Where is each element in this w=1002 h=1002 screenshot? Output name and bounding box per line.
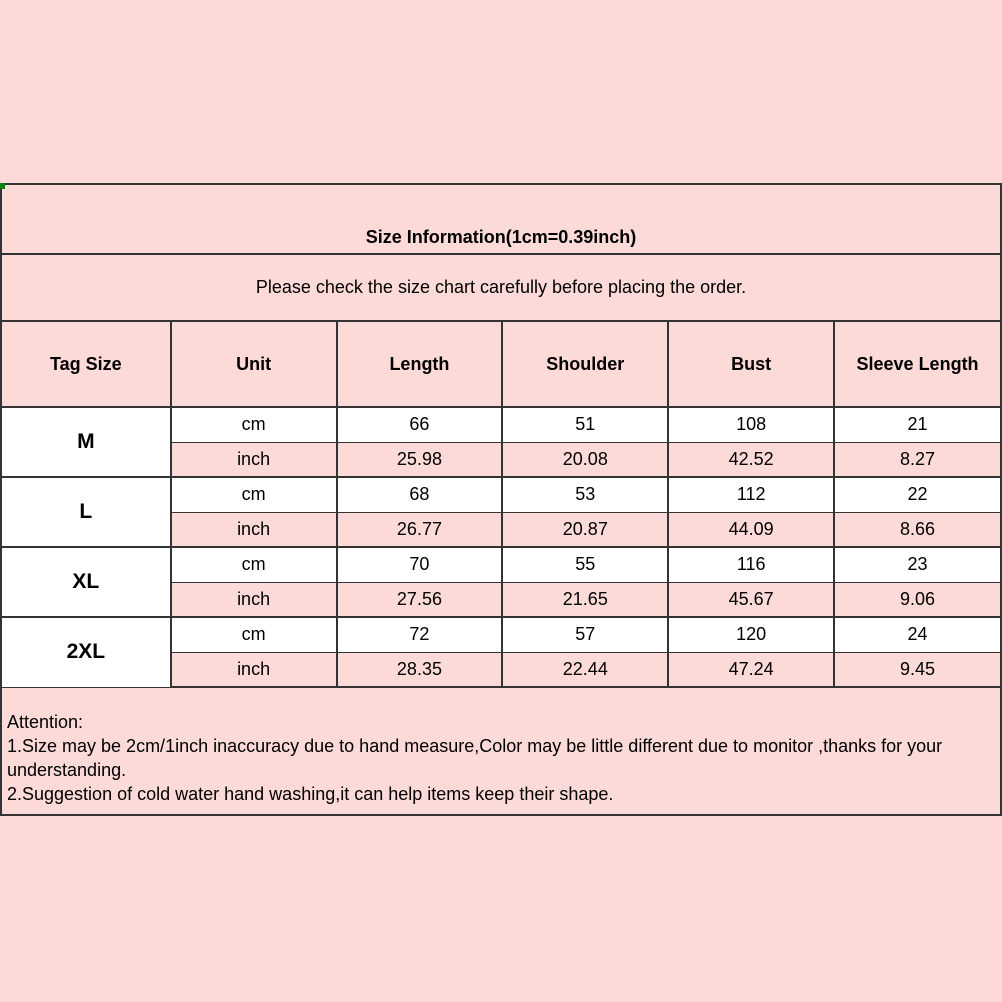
attention-line: 2.Suggestion of cold water hand washing,it can help items keep their shape. — [7, 784, 614, 804]
measurement-cell: 21 — [834, 407, 1000, 442]
measurement-cell: 112 — [668, 477, 834, 512]
size-row-XL-cm — [2, 547, 1000, 582]
measurement-cell: 120 — [668, 617, 834, 652]
measurement-cell: 66 — [337, 407, 503, 442]
measurement-cell: 22.44 — [502, 652, 668, 687]
size-table — [2, 322, 1000, 688]
measurement-cell: 25.98 — [337, 442, 503, 477]
measurement-cell: 23 — [834, 547, 1000, 582]
measurement-cell: 72 — [337, 617, 503, 652]
column-header-bust: Bust — [668, 322, 834, 407]
measurement-cell: 44.09 — [668, 512, 834, 547]
measurement-cell: 20.08 — [502, 442, 668, 477]
measurement-cell: 8.27 — [834, 442, 1000, 477]
unit-cell: inch — [171, 512, 337, 547]
measurement-cell: 47.24 — [668, 652, 834, 687]
size-chart-box — [0, 183, 1002, 816]
tag-size-cell: XL — [2, 547, 171, 617]
measurement-cell: 51 — [502, 407, 668, 442]
unit-cell: inch — [171, 582, 337, 617]
measurement-cell: 24 — [834, 617, 1000, 652]
measurement-cell: 42.52 — [668, 442, 834, 477]
measurement-cell: 45.67 — [668, 582, 834, 617]
column-header-unit: Unit — [171, 322, 337, 407]
unit-cell: cm — [171, 617, 337, 652]
column-header-sleeve-length: Sleeve Length — [834, 322, 1000, 407]
unit-cell: inch — [171, 442, 337, 477]
measurement-cell: 21.65 — [502, 582, 668, 617]
measurement-cell: 22 — [834, 477, 1000, 512]
measurement-cell: 108 — [668, 407, 834, 442]
measurement-cell: 68 — [337, 477, 503, 512]
size-table-body — [2, 407, 1000, 687]
measurement-cell: 26.77 — [337, 512, 503, 547]
measurement-cell: 27.56 — [337, 582, 503, 617]
tag-size-cell: M — [2, 407, 171, 477]
column-header-tag-size: Tag Size — [2, 322, 171, 407]
measurement-cell: 70 — [337, 547, 503, 582]
measurement-cell: 20.87 — [502, 512, 668, 547]
unit-cell: cm — [171, 407, 337, 442]
measurement-cell: 9.06 — [834, 582, 1000, 617]
measurement-cell: 55 — [502, 547, 668, 582]
chart-title: Size Information(1cm=0.39inch) — [2, 185, 1000, 255]
measurement-cell: 8.66 — [834, 512, 1000, 547]
column-header-length: Length — [337, 322, 503, 407]
measurement-cell: 116 — [668, 547, 834, 582]
green-corner-artifact — [0, 183, 5, 189]
attention-line: 1.Size may be 2cm/1inch inaccuracy due to hand measure,Color may be little different due to monitor ,thanks for your — [7, 736, 943, 756]
measurement-cell: 53 — [502, 477, 668, 512]
header-row — [2, 322, 1000, 407]
measurement-cell: 57 — [502, 617, 668, 652]
unit-cell: inch — [171, 652, 337, 687]
column-header-shoulder: Shoulder — [502, 322, 668, 407]
measurement-cell: 9.45 — [834, 652, 1000, 687]
chart-subtitle: Please check the size chart carefully before placing the order. — [2, 255, 1000, 322]
size-row-L-cm — [2, 477, 1000, 512]
unit-cell: cm — [171, 547, 337, 582]
tag-size-cell: L — [2, 477, 171, 547]
attention-heading: Attention: — [7, 712, 84, 732]
attention-line: understanding. — [7, 760, 127, 780]
attention-note — [2, 688, 1000, 814]
measurement-cell: 28.35 — [337, 652, 503, 687]
size-row-2XL-cm — [2, 617, 1000, 652]
tag-size-cell: 2XL — [2, 617, 171, 687]
unit-cell: cm — [171, 477, 337, 512]
size-row-M-cm — [2, 407, 1000, 442]
